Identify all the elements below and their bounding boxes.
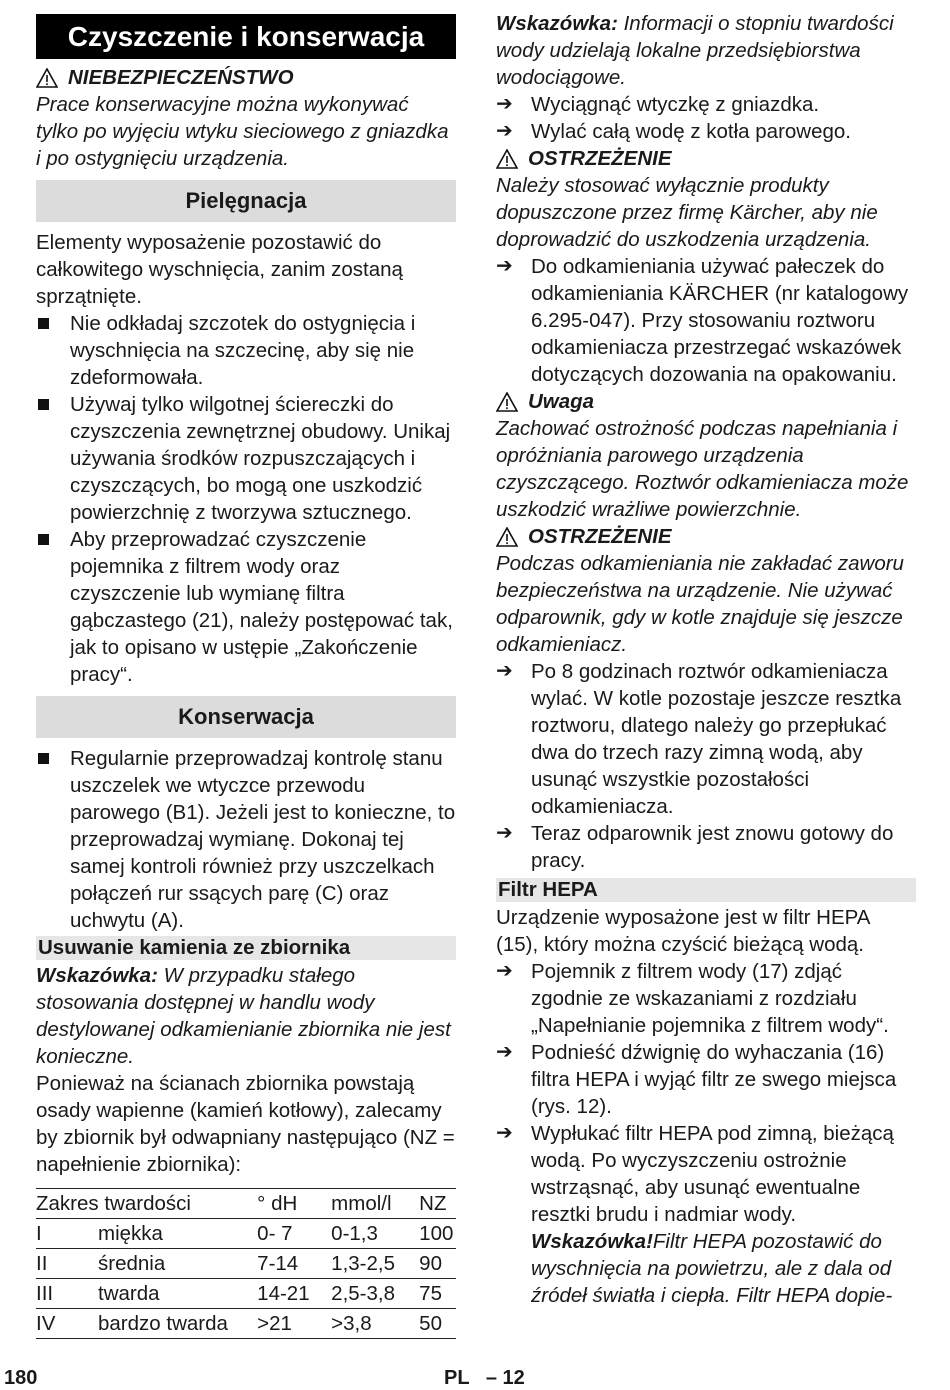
table-cell: I — [36, 1222, 42, 1245]
column-header: NZ — [419, 1192, 447, 1215]
care-intro: Elementy wyposażenie pozostawić do całkowitego wyschnięcia, zanim zostaną sprzątnięte. — [36, 231, 403, 308]
step-text: Wypłukać filtr HEPA pod zimną, bieżącą wodą. Po wyczyszczeniu ostrożnie wstrząsnąć, aby usunąć ewentualne resztki brudu i nadmiar wody. — [531, 1122, 894, 1226]
danger-heading — [36, 64, 456, 91]
note-text: Filtr HEPA pozostawić do wyschnięcia na powietrzu, ale z dala od źródeł światła i ciepła. Filtr HEPA dopie- — [531, 1230, 893, 1307]
arrow-right-icon: ➔ — [496, 93, 513, 115]
warning-triangle-icon — [496, 392, 518, 412]
list-item: Regularnie przeprowadzaj kontrolę stanu uszczelek we wtyczce przewodu parowego (B1). Jeżeli jest to konieczne, to przeprowadzaj wymianę. Dokonaj tej samej kontroli również przy uszczelkach połączeń rur ssących parę (C) oraz uchwytu (A). — [36, 745, 456, 934]
table-row — [36, 1249, 456, 1279]
warning-triangle-icon — [36, 68, 58, 88]
note-text: Informacji o stopniu twardości wody udzielają lokalne przedsiębiorstwa wodociągowe. — [496, 12, 894, 89]
square-bullet-icon — [36, 526, 70, 688]
table-cell: III — [36, 1282, 54, 1305]
note-label: Wskazówka: — [36, 964, 158, 987]
table-cell: 2,5-3,8 — [331, 1282, 395, 1305]
table-cell: 14-21 — [257, 1282, 310, 1305]
table-cell: >21 — [257, 1312, 292, 1335]
hepa-intro: Urządzenie wyposażone jest w filtr HEPA (15), który można czyścić bieżącą wodą. — [496, 906, 870, 956]
section-heading-hepa: Filtr HEPA — [496, 878, 916, 902]
table-row — [36, 1279, 456, 1309]
hepa-note — [531, 1228, 916, 1309]
page-title: Czyszczenie i konserwacja — [36, 14, 456, 59]
list-item: Nie odkładaj szczotek do ostygnięcia i wyschnięcia na szczecinę, aby się nie zdeformowała. — [36, 310, 456, 391]
table-cell: 100 — [419, 1222, 454, 1245]
arrow-right-icon: ➔ — [496, 822, 513, 844]
step-item: ➔ Po 8 godzinach roztwór odkamieniacza wylać. W kotle pozostaje jeszcze resztka roztworu, dlatego należy go przepłukać dwa do trzech razy zimną wodą, aby usunąć wszystkie pozostałości odkamieniacza. — [496, 660, 902, 818]
table-cell: 7-14 — [257, 1252, 299, 1275]
page-number: 180 — [4, 1367, 38, 1389]
table-cell: średnia — [98, 1252, 166, 1275]
column-header: ° dH — [257, 1192, 298, 1215]
table-cell: 1,3-2,5 — [331, 1252, 395, 1275]
table-cell: twarda — [98, 1282, 160, 1305]
caution-text: Zachować ostrożność podczas napełniania i opróżniania parowego urządzenia czyszczącego. Roztwór odkamieniacza może uszkodzić wrażliwe powierzchnie. — [496, 417, 909, 521]
caution-label: Uwaga — [528, 390, 595, 413]
column-header: Zakres twardości — [36, 1192, 191, 1215]
step-item: ➔ Pojemnik z filtrem wody (17) zdjąć zgodnie ze wskazaniami z rozdziału „Napełnianie pojemnika z filtrem wody“. — [496, 960, 889, 1037]
section-heading-descaling: Usuwanie kamienia ze zbiornika — [36, 936, 456, 960]
table-header-row — [36, 1189, 456, 1219]
warning-triangle-icon — [496, 149, 518, 169]
square-bullet-icon — [36, 391, 70, 526]
warning-text: Należy stosować wyłącznie produkty dopuszczone przez firmę Kärcher, aby nie doprowadzić do uszkodzenia urządzenia. — [496, 174, 878, 251]
table-cell: 0-1,3 — [331, 1222, 378, 1245]
step-item: ➔ Wylać całą wodę z kotła parowego. — [496, 120, 852, 143]
warning-label: OSTRZEŻENIE — [528, 525, 672, 548]
warning-label: OSTRZEŻENIE — [528, 147, 672, 170]
arrow-right-icon: ➔ — [496, 960, 513, 982]
table-cell: 50 — [419, 1312, 442, 1335]
table-row — [36, 1219, 456, 1249]
warning-heading — [496, 145, 916, 172]
hardness-table — [36, 1188, 456, 1339]
section-heading-maintenance: Konserwacja — [36, 696, 456, 738]
table-cell: miękka — [98, 1222, 163, 1245]
column-header: mmol/l — [331, 1192, 392, 1215]
hardness-note — [496, 10, 916, 91]
descale-text: Ponieważ na ścianach zbiornika powstają osady wapienne (kamień kotłowy), zalecamy by zbiornik był odwapniany następująco (NZ = napełnienie zbiornika): — [36, 1072, 455, 1176]
step-item — [496, 1120, 916, 1309]
section-heading-care: Pielęgnacja — [36, 180, 456, 222]
table-cell: 75 — [419, 1282, 442, 1305]
list-item: Używaj tylko wilgotnej ściereczki do czyszczenia zewnętrznej obudowy. Unikaj używania środków rozpuszczających i czyszczących, bo mogą one uszkodzić powierzchnię z tworzywa sztucznego. — [36, 391, 456, 526]
arrow-right-icon: ➔ — [496, 1041, 513, 1063]
table-cell: >3,8 — [331, 1312, 372, 1335]
step-item: ➔ Wyciągnąć wtyczkę z gniazdka. — [496, 93, 820, 116]
arrow-right-icon: ➔ — [496, 660, 513, 682]
arrow-right-icon: ➔ — [496, 120, 513, 142]
note-text: W przypadku stałego stosowania dostępnej w handlu wody destylowanej odkamienianie zbiornika nie jest konieczne. — [36, 964, 451, 1068]
step-item: ➔ Podnieść dźwignię do wyhaczania (16) filtra HEPA i wyjąć filtr ze swego miejsca (rys. 12). — [496, 1041, 897, 1118]
danger-label: NIEBEZPIECZEŃSTWO — [68, 66, 294, 89]
danger-text: Prace konserwacyjne można wykonywać tylko po wyjęciu wtyku sieciowego z gniazdka i po ostygnięciu urządzenia. — [36, 93, 449, 170]
left-column — [36, 14, 456, 1339]
right-column — [496, 10, 916, 1309]
warning-heading — [496, 523, 916, 550]
table-cell: 0- 7 — [257, 1222, 293, 1245]
note-label: Wskazówka: — [496, 12, 618, 35]
table-cell: bardzo twarda — [98, 1312, 228, 1335]
arrow-right-icon: ➔ — [496, 255, 513, 277]
list-item: Aby przeprowadzać czyszczenie pojemnika z filtrem wody oraz czyszczenie lub wymianę filtra gąbczastego (21), należy postępować tak, jak to opisano w ustępie „Zakończenie pracy“. — [36, 526, 456, 688]
arrow-right-icon: ➔ — [496, 1122, 513, 1144]
table-row — [36, 1309, 456, 1339]
step-item: ➔ Teraz odparownik jest znowu gotowy do pracy. — [496, 822, 894, 872]
warning-text: Podczas odkamieniania nie zakładać zaworu bezpieczeństwa na urządzenie. Nie używać odparownik, gdy w kotle znajduje się jeszcze odkamieniacz. — [496, 552, 904, 656]
descale-note — [36, 962, 456, 1070]
table-cell: 90 — [419, 1252, 442, 1275]
table-cell: IV — [36, 1312, 56, 1335]
note-label: Wskazówka! — [531, 1230, 653, 1253]
language-page-label: PL – 12 — [444, 1367, 525, 1389]
table-cell: II — [36, 1252, 48, 1275]
caution-heading — [496, 388, 916, 415]
square-bullet-icon — [36, 745, 70, 934]
warning-triangle-icon — [496, 527, 518, 547]
step-item: ➔ Do odkamieniania używać pałeczek do odkamieniania KÄRCHER (nr katalogowy 6.295-047). Przy stosowaniu roztworu odkamieniacza przestrzegać wskazówek dotyczących dozowania na opakowaniu. — [496, 255, 909, 386]
square-bullet-icon — [36, 310, 70, 391]
